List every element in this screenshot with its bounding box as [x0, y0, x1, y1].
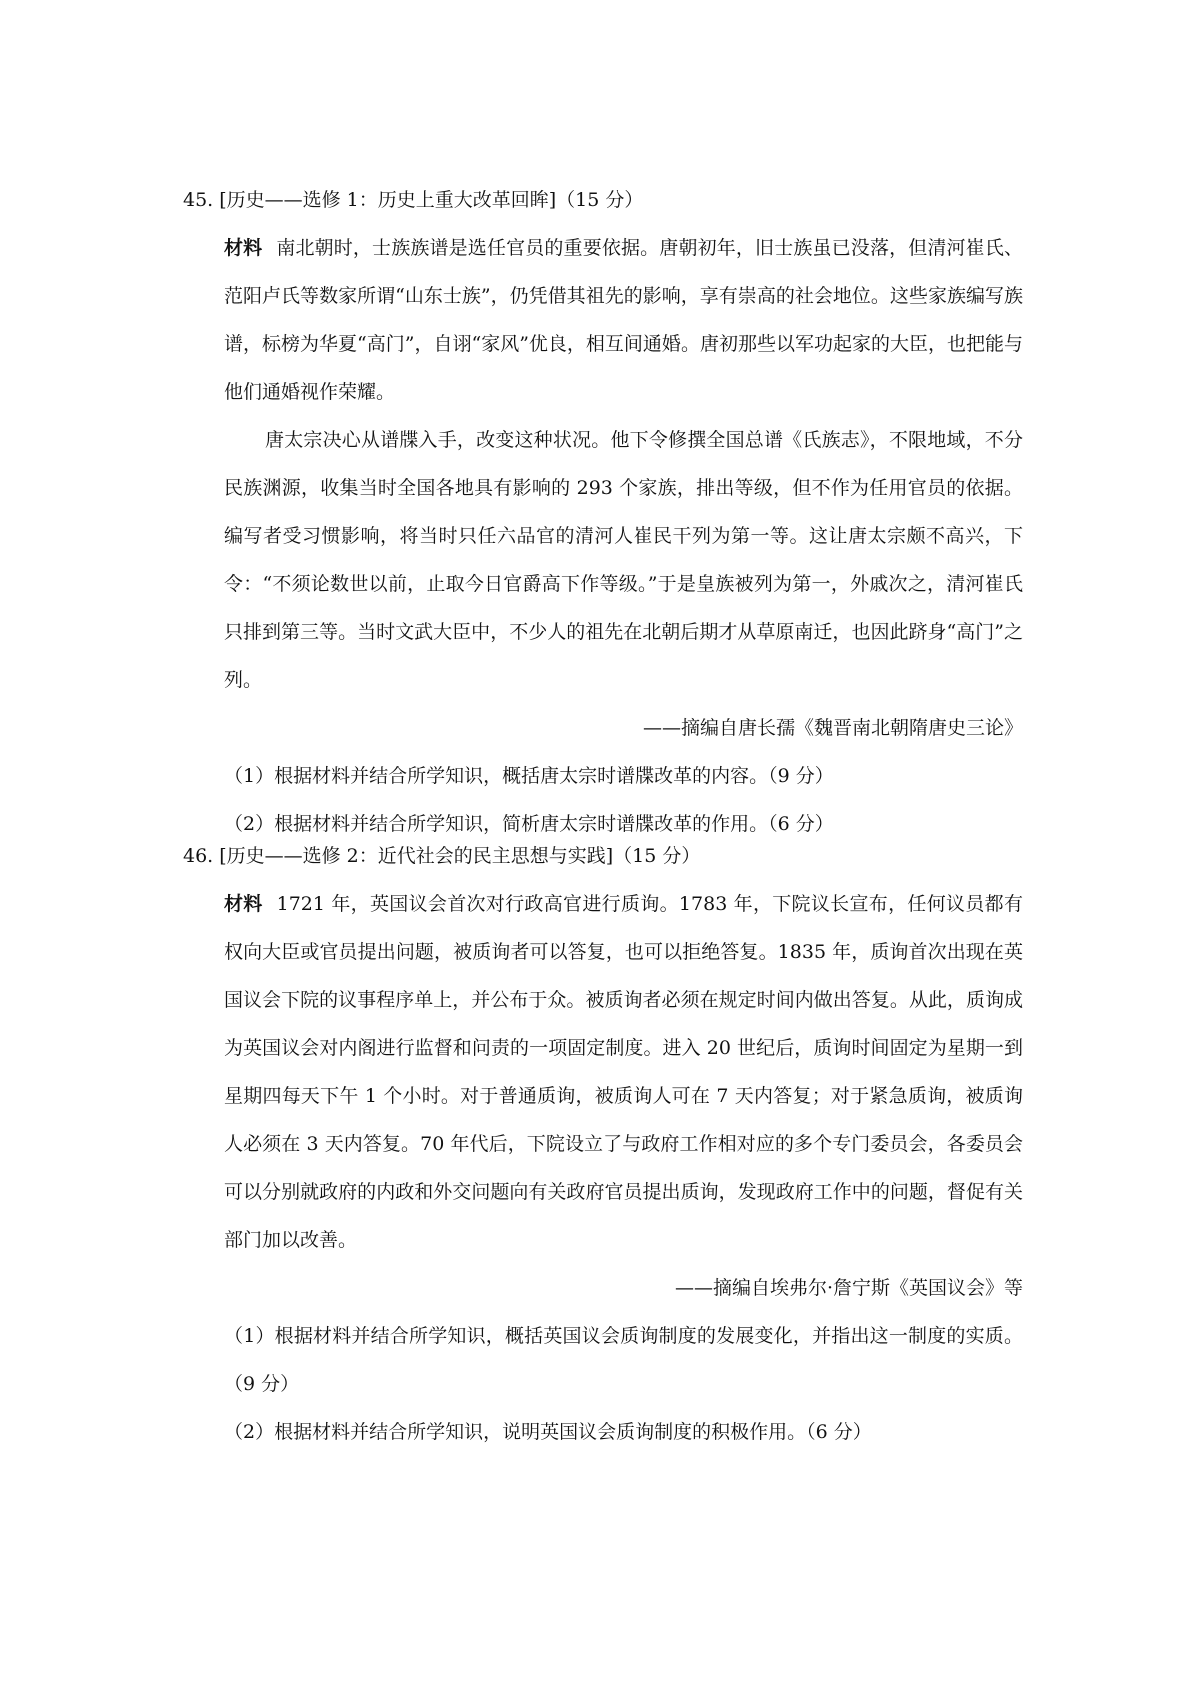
question-45-title: [历史——选修 1：历史上重大改革回眸]（15 分）: [219, 189, 644, 211]
material-label: 材料: [224, 237, 263, 259]
question-45-number: 45.: [183, 189, 214, 211]
question-46-sub-1: （1）根据材料并结合所学知识，概括英国议会质询制度的发展变化，并指出这一制度的实质。（9 分）: [224, 1325, 1023, 1395]
question-45-paragraph-1-text: 南北朝时，士族族谱是选任官员的重要依据。唐朝初年，旧士族虽已没落，但清河崔氏、范阳卢氏等数家所谓“山东士族”，仍凭借其祖先的影响，享有崇高的社会地位。这些家族编写族谱，标榜为华夏“高门”，自诩“家风”优良，相互间通婚。唐初那些以军功起家的大臣，也把能与他们通婚视作荣耀。: [224, 237, 1023, 403]
question-46-material: [224, 880, 1023, 1264]
question-45-source: ——摘编自唐长孺《魏晋南北朝隋唐史三论》: [642, 717, 1023, 739]
question-45-material: [224, 224, 1023, 704]
question-46-sub-2: （2）根据材料并结合所学知识，说明英国议会质询制度的积极作用。（6 分）: [224, 1421, 872, 1443]
question-45-paragraph-1: [224, 224, 1023, 416]
question-45-paragraph-2: 唐太宗决心从谱牒入手，改变这种状况。他下令修撰全国总谱《氏族志》，不限地域，不分民族渊源，收集当时全国各地具有影响的 293 个家族，排出等级，但不作为任用官员的依据。编写者受习惯影响，将当时只任六品官的清河人崔民干列为第一等。这让唐太宗颇不高兴，下令：“不须论数世以前，止取今日官爵高下作等级。”于是皇族被列为第一，外戚次之，清河崔氏只排到第三等。当时文武大臣中，不少人的祖先在北朝后期才从草原南迁，也因此跻身“高门”之列。: [224, 429, 1023, 691]
question-46-paragraph-1-text: 1721 年，英国议会首次对行政高官进行质询。1783 年，下院议长宣布，任何议员都有权向大臣或官员提出问题，被质询者可以答复，也可以拒绝答复。1835 年，质询首次出现在英国议会下院的议事程序单上，并公布于众。被质询者必须在规定时间内做出答复。从此，质询成为英国议会对内阁进行监督和问责的一项固定制度。进入 20 世纪后，质询时间固定为星期一到星期四每天下午 1 个小时。对于普通质询，被质询人可在 7 天内答复；对于紧急质询，被质询人必须在 3 天内答复。70 年代后，下院设立了与政府工作相对应的多个专门委员会，各委员会可以分别就政府的内政和外交问题向有关政府官员提出质询，发现政府工作中的问题，督促有关部门加以改善。: [224, 893, 1023, 1251]
question-45: [183, 176, 1023, 848]
question-45-sub-2: （2）根据材料并结合所学知识，简析唐太宗时谱牒改革的作用。（6 分）: [224, 813, 834, 835]
question-46-source: ——摘编自埃弗尔·詹宁斯《英国议会》等: [674, 1277, 1023, 1299]
question-46-subquestions: [224, 1312, 1023, 1456]
question-46: [183, 832, 1023, 1456]
question-46-title: [历史——选修 2：近代社会的民主思想与实践]（15 分）: [219, 845, 701, 867]
material-label: 材料: [224, 893, 263, 915]
question-45-sub-1: （1）根据材料并结合所学知识，概括唐太宗时谱牒改革的内容。（9 分）: [224, 765, 834, 787]
question-46-paragraph-1: [224, 880, 1023, 1264]
question-45-header: [183, 176, 1023, 224]
question-46-number: 46.: [183, 845, 214, 867]
question-46-header: [183, 832, 1023, 880]
